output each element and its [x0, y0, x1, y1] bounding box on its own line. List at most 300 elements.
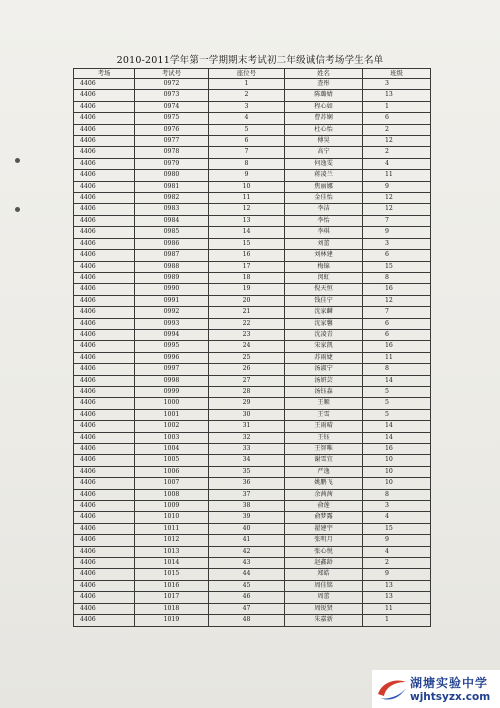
table-row	[74, 466, 431, 477]
cell-seat-number: 31	[209, 421, 285, 432]
column-header-name: 姓名	[285, 69, 363, 79]
cell-exam-number: 1006	[135, 466, 209, 477]
cell-class: 13	[363, 592, 431, 603]
cell-class: 4	[363, 158, 431, 169]
cell-seat-number: 3	[209, 101, 285, 112]
cell-class: 16	[363, 444, 431, 455]
cell-class: 16	[363, 284, 431, 295]
cell-class: 14	[363, 375, 431, 386]
table-row	[74, 580, 431, 591]
table-row	[74, 603, 431, 614]
cell-name: 朱嘉新	[285, 615, 363, 626]
cell-exam-number: 1005	[135, 455, 209, 466]
cell-room: 4406	[74, 215, 135, 226]
table-row	[74, 307, 431, 318]
cell-exam-number: 0983	[135, 204, 209, 215]
cell-class: 11	[363, 170, 431, 181]
table-row	[74, 386, 431, 397]
cell-class: 8	[363, 272, 431, 283]
cell-name: 李怡	[285, 215, 363, 226]
cell-room: 4406	[74, 523, 135, 534]
cell-seat-number: 20	[209, 295, 285, 306]
cell-name: 傅昊	[285, 136, 363, 147]
cell-room: 4406	[74, 489, 135, 500]
cell-name: 周锐贤	[285, 603, 363, 614]
cell-name: 周蕾	[285, 592, 363, 603]
cell-exam-number: 0975	[135, 113, 209, 124]
cell-room: 4406	[74, 101, 135, 112]
cell-exam-number: 1015	[135, 569, 209, 580]
cell-seat-number: 32	[209, 432, 285, 443]
cell-room: 4406	[74, 341, 135, 352]
table-row	[74, 295, 431, 306]
cell-exam-number: 1002	[135, 421, 209, 432]
cell-exam-number: 0978	[135, 147, 209, 158]
cell-class: 4	[363, 546, 431, 557]
cell-class: 6	[363, 329, 431, 340]
cell-seat-number: 34	[209, 455, 285, 466]
cell-room: 4406	[74, 238, 135, 249]
cell-class: 14	[363, 421, 431, 432]
cell-name: 王雪	[285, 409, 363, 420]
cell-class: 12	[363, 204, 431, 215]
cell-class: 8	[363, 364, 431, 375]
cell-exam-number: 1010	[135, 512, 209, 523]
cell-name: 汤钰淼	[285, 386, 363, 397]
table-row	[74, 124, 431, 135]
cell-class: 8	[363, 489, 431, 500]
column-header-seat-number: 座位号	[209, 69, 285, 79]
cell-name: 沈凌青	[285, 329, 363, 340]
cell-room: 4406	[74, 603, 135, 614]
cell-room: 4406	[74, 181, 135, 192]
cell-name: 汤淑宁	[285, 364, 363, 375]
cell-room: 4406	[74, 284, 135, 295]
table-row	[74, 250, 431, 261]
cell-class: 2	[363, 124, 431, 135]
cell-name: 钱佳宁	[285, 295, 363, 306]
cell-exam-number: 0993	[135, 318, 209, 329]
cell-name: 李洁	[285, 204, 363, 215]
cell-class: 7	[363, 307, 431, 318]
cell-name: 张心悦	[285, 546, 363, 557]
table-row	[74, 455, 431, 466]
cell-class: 14	[363, 432, 431, 443]
cell-class: 4	[363, 512, 431, 523]
cell-exam-number: 0999	[135, 386, 209, 397]
cell-exam-number: 0989	[135, 272, 209, 283]
cell-seat-number: 12	[209, 204, 285, 215]
cell-class: 9	[363, 181, 431, 192]
cell-name: 严逸	[285, 466, 363, 477]
cell-room: 4406	[74, 615, 135, 626]
table-row	[74, 318, 431, 329]
cell-exam-number: 0981	[135, 181, 209, 192]
cell-class: 2	[363, 147, 431, 158]
cell-exam-number: 0994	[135, 329, 209, 340]
cell-class: 10	[363, 455, 431, 466]
cell-seat-number: 14	[209, 227, 285, 238]
cell-seat-number: 5	[209, 124, 285, 135]
cell-class: 11	[363, 603, 431, 614]
cell-exam-number: 1011	[135, 523, 209, 534]
cell-seat-number: 10	[209, 181, 285, 192]
cell-seat-number: 4	[209, 113, 285, 124]
cell-room: 4406	[74, 250, 135, 261]
cell-name: 余茜茜	[285, 489, 363, 500]
cell-exam-number: 0973	[135, 90, 209, 101]
watermark-url: wjhtsyzx.com	[410, 691, 491, 703]
cell-room: 4406	[74, 261, 135, 272]
table-row	[74, 421, 431, 432]
cell-seat-number: 13	[209, 215, 285, 226]
cell-exam-number: 0998	[135, 375, 209, 386]
cell-name: 苏雨婕	[285, 352, 363, 363]
cell-exam-number: 0991	[135, 295, 209, 306]
cell-seat-number: 15	[209, 238, 285, 249]
table-row	[74, 569, 431, 580]
cell-name: 高宁	[285, 147, 363, 158]
cell-class: 3	[363, 238, 431, 249]
cell-name: 倪天恒	[285, 284, 363, 295]
cell-seat-number: 8	[209, 158, 285, 169]
table-row	[74, 523, 431, 534]
cell-room: 4406	[74, 398, 135, 409]
table-row	[74, 113, 431, 124]
cell-seat-number: 45	[209, 580, 285, 591]
cell-seat-number: 48	[209, 615, 285, 626]
cell-exam-number: 1019	[135, 615, 209, 626]
cell-name: 俞梦露	[285, 512, 363, 523]
cell-room: 4406	[74, 204, 135, 215]
table-row	[74, 478, 431, 489]
cell-class: 7	[363, 215, 431, 226]
cell-room: 4406	[74, 478, 135, 489]
table-row	[74, 261, 431, 272]
cell-room: 4406	[74, 158, 135, 169]
cell-seat-number: 41	[209, 535, 285, 546]
swoosh-logo-icon	[376, 676, 408, 702]
cell-class: 9	[363, 227, 431, 238]
cell-name: 赵鑫龄	[285, 558, 363, 569]
cell-exam-number: 0987	[135, 250, 209, 261]
cell-seat-number: 22	[209, 318, 285, 329]
cell-seat-number: 21	[209, 307, 285, 318]
table-row	[74, 215, 431, 226]
cell-name: 刘蕾	[285, 238, 363, 249]
cell-room: 4406	[74, 79, 135, 90]
cell-seat-number: 16	[209, 250, 285, 261]
cell-class: 6	[363, 113, 431, 124]
cell-exam-number: 1000	[135, 398, 209, 409]
cell-seat-number: 23	[209, 329, 285, 340]
cell-seat-number: 24	[209, 341, 285, 352]
document-title: 2010-2011学年第一学期期末考试初二年级诚信考场学生名单	[116, 55, 384, 66]
cell-name: 陈璐婧	[285, 90, 363, 101]
table-row	[74, 558, 431, 569]
cell-exam-number: 0972	[135, 79, 209, 90]
cell-class: 10	[363, 478, 431, 489]
cell-class: 10	[363, 466, 431, 477]
table-row	[74, 147, 431, 158]
punch-hole	[15, 158, 20, 163]
table-row	[74, 444, 431, 455]
cell-seat-number: 47	[209, 603, 285, 614]
cell-room: 4406	[74, 124, 135, 135]
cell-name: 汤妍芸	[285, 375, 363, 386]
column-header-exam-number: 考试号	[135, 69, 209, 79]
cell-class: 13	[363, 90, 431, 101]
cell-name: 刘林建	[285, 250, 363, 261]
cell-name: 何逸雯	[285, 158, 363, 169]
table-row	[74, 615, 431, 626]
table-row	[74, 101, 431, 112]
cell-exam-number: 0992	[135, 307, 209, 318]
cell-name: 梅锦	[285, 261, 363, 272]
table-row	[74, 352, 431, 363]
cell-room: 4406	[74, 329, 135, 340]
table-row	[74, 535, 431, 546]
cell-name: 王雨晴	[285, 421, 363, 432]
table-row	[74, 238, 431, 249]
column-header-room: 考场	[74, 69, 135, 79]
cell-room: 4406	[74, 501, 135, 512]
cell-seat-number: 36	[209, 478, 285, 489]
cell-name: 王顺	[285, 398, 363, 409]
cell-class: 5	[363, 398, 431, 409]
table-row	[74, 90, 431, 101]
cell-exam-number: 1008	[135, 489, 209, 500]
cell-room: 4406	[74, 375, 135, 386]
cell-room: 4406	[74, 535, 135, 546]
cell-name: 杜心怡	[285, 124, 363, 135]
cell-room: 4406	[74, 432, 135, 443]
cell-exam-number: 1001	[135, 409, 209, 420]
cell-exam-number: 1013	[135, 546, 209, 557]
table-row	[74, 136, 431, 147]
cell-seat-number: 43	[209, 558, 285, 569]
cell-room: 4406	[74, 307, 135, 318]
cell-class: 5	[363, 409, 431, 420]
cell-class: 12	[363, 193, 431, 204]
cell-exam-number: 1016	[135, 580, 209, 591]
cell-seat-number: 35	[209, 466, 285, 477]
cell-exam-number: 0984	[135, 215, 209, 226]
cell-room: 4406	[74, 136, 135, 147]
cell-seat-number: 27	[209, 375, 285, 386]
cell-class: 6	[363, 250, 431, 261]
cell-room: 4406	[74, 466, 135, 477]
cell-seat-number: 7	[209, 147, 285, 158]
cell-seat-number: 19	[209, 284, 285, 295]
cell-exam-number: 1004	[135, 444, 209, 455]
cell-seat-number: 25	[209, 352, 285, 363]
cell-room: 4406	[74, 352, 135, 363]
cell-exam-number: 1017	[135, 592, 209, 603]
table-row	[74, 398, 431, 409]
cell-class: 1	[363, 101, 431, 112]
cell-exam-number: 0988	[135, 261, 209, 272]
cell-class: 12	[363, 136, 431, 147]
cell-seat-number: 38	[209, 501, 285, 512]
cell-room: 4406	[74, 90, 135, 101]
cell-exam-number: 0996	[135, 352, 209, 363]
cell-exam-number: 0997	[135, 364, 209, 375]
cell-seat-number: 1	[209, 79, 285, 90]
cell-exam-number: 0982	[135, 193, 209, 204]
cell-class: 3	[363, 79, 431, 90]
table-row	[74, 181, 431, 192]
cell-class: 2	[363, 558, 431, 569]
column-header-class: 班级	[363, 69, 431, 79]
cell-name: 查彤	[285, 79, 363, 90]
cell-name: 宋家凯	[285, 341, 363, 352]
cell-room: 4406	[74, 113, 135, 124]
cell-seat-number: 26	[209, 364, 285, 375]
table-row	[74, 489, 431, 500]
cell-room: 4406	[74, 170, 135, 181]
cell-class: 1	[363, 615, 431, 626]
table-row	[74, 227, 431, 238]
cell-exam-number: 0980	[135, 170, 209, 181]
cell-room: 4406	[74, 421, 135, 432]
cell-room: 4406	[74, 364, 135, 375]
table-row	[74, 193, 431, 204]
cell-name: 翟建宇	[285, 523, 363, 534]
cell-seat-number: 18	[209, 272, 285, 283]
cell-seat-number: 44	[209, 569, 285, 580]
table-row	[74, 409, 431, 420]
table-row	[74, 170, 431, 181]
cell-exam-number: 1007	[135, 478, 209, 489]
cell-room: 4406	[74, 558, 135, 569]
cell-room: 4406	[74, 318, 135, 329]
cell-class: 13	[363, 580, 431, 591]
cell-room: 4406	[74, 592, 135, 603]
cell-exam-number: 0995	[135, 341, 209, 352]
cell-exam-number: 0976	[135, 124, 209, 135]
table-row	[74, 284, 431, 295]
cell-name: 沈家馨	[285, 318, 363, 329]
cell-room: 4406	[74, 295, 135, 306]
table-row	[74, 592, 431, 603]
cell-name: 沈家麟	[285, 307, 363, 318]
punch-hole	[15, 207, 20, 212]
cell-room: 4406	[74, 386, 135, 397]
cell-class: 3	[363, 501, 431, 512]
cell-seat-number: 29	[209, 398, 285, 409]
cell-name: 王钰	[285, 432, 363, 443]
cell-name: 张明月	[285, 535, 363, 546]
cell-name: 曹苏娴	[285, 113, 363, 124]
table-row	[74, 512, 431, 523]
watermark-logo	[372, 670, 500, 708]
cell-seat-number: 6	[209, 136, 285, 147]
table-row	[74, 501, 431, 512]
cell-seat-number: 46	[209, 592, 285, 603]
cell-seat-number: 30	[209, 409, 285, 420]
table-row	[74, 432, 431, 443]
cell-room: 4406	[74, 512, 135, 523]
watermark-school-name: 湖塘实验中学	[410, 676, 489, 690]
cell-name: 郑皓	[285, 569, 363, 580]
cell-name: 姚鹏飞	[285, 478, 363, 489]
cell-room: 4406	[74, 569, 135, 580]
cell-name: 谢雪宜	[285, 455, 363, 466]
cell-seat-number: 28	[209, 386, 285, 397]
cell-room: 4406	[74, 193, 135, 204]
table-row	[74, 341, 431, 352]
cell-room: 4406	[74, 444, 135, 455]
cell-exam-number: 1014	[135, 558, 209, 569]
table-row	[74, 204, 431, 215]
cell-exam-number: 0985	[135, 227, 209, 238]
cell-exam-number: 0986	[135, 238, 209, 249]
cell-seat-number: 37	[209, 489, 285, 500]
cell-room: 4406	[74, 409, 135, 420]
cell-seat-number: 9	[209, 170, 285, 181]
cell-seat-number: 11	[209, 193, 285, 204]
cell-class: 6	[363, 318, 431, 329]
cell-class: 9	[363, 535, 431, 546]
cell-room: 4406	[74, 580, 135, 591]
cell-name: 闵虹	[285, 272, 363, 283]
cell-exam-number: 0974	[135, 101, 209, 112]
table-row	[74, 158, 431, 169]
table-header-row	[74, 69, 431, 79]
cell-seat-number: 2	[209, 90, 285, 101]
cell-room: 4406	[74, 546, 135, 557]
cell-room: 4406	[74, 147, 135, 158]
table-body	[74, 79, 431, 627]
table-row	[74, 329, 431, 340]
cell-exam-number: 0977	[135, 136, 209, 147]
cell-exam-number: 1018	[135, 603, 209, 614]
cell-name: 金佳怡	[285, 193, 363, 204]
table-row	[74, 272, 431, 283]
cell-name: 周佳铭	[285, 580, 363, 591]
table-row	[74, 546, 431, 557]
cell-exam-number: 1009	[135, 501, 209, 512]
table-row	[74, 79, 431, 90]
cell-seat-number: 39	[209, 512, 285, 523]
cell-room: 4406	[74, 227, 135, 238]
cell-class: 12	[363, 295, 431, 306]
cell-exam-number: 1012	[135, 535, 209, 546]
cell-name: 俞莲	[285, 501, 363, 512]
cell-name: 李琪	[285, 227, 363, 238]
cell-name: 程心如	[285, 101, 363, 112]
cell-name: 蒋凌兰	[285, 170, 363, 181]
cell-class: 15	[363, 523, 431, 534]
cell-exam-number: 1003	[135, 432, 209, 443]
cell-class: 5	[363, 386, 431, 397]
cell-exam-number: 0979	[135, 158, 209, 169]
cell-seat-number: 40	[209, 523, 285, 534]
cell-seat-number: 33	[209, 444, 285, 455]
cell-room: 4406	[74, 455, 135, 466]
cell-seat-number: 17	[209, 261, 285, 272]
cell-class: 9	[363, 569, 431, 580]
cell-class: 16	[363, 341, 431, 352]
cell-exam-number: 0990	[135, 284, 209, 295]
table-row	[74, 364, 431, 375]
cell-class: 15	[363, 261, 431, 272]
cell-class: 11	[363, 352, 431, 363]
cell-name: 焦丽娜	[285, 181, 363, 192]
cell-name: 王智唯	[285, 444, 363, 455]
student-roster-table	[73, 68, 431, 627]
